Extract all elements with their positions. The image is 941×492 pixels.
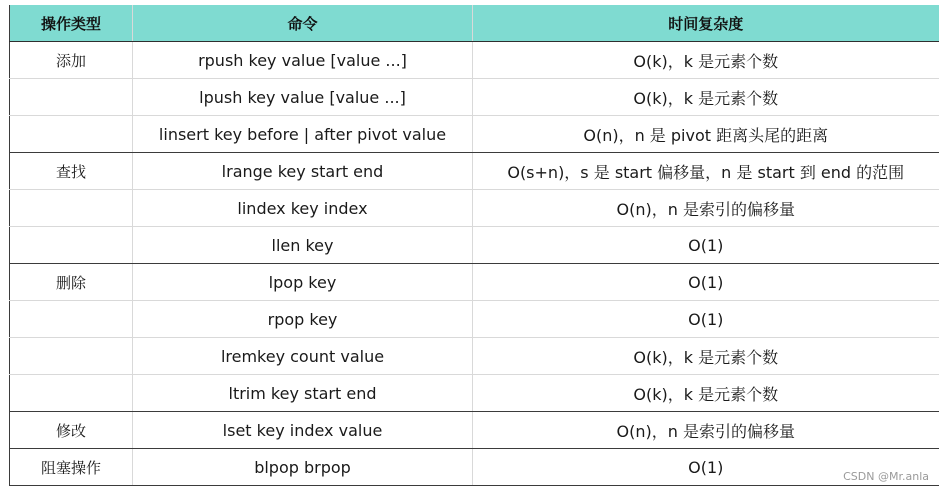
complexity-cell: O(s+n)，s 是 start 偏移量，n 是 start 到 end 的范围 xyxy=(473,153,939,190)
category-cell: 查找 xyxy=(10,153,133,190)
category-cell: 添加 xyxy=(10,42,133,79)
table-row xyxy=(10,412,939,449)
command-cell: rpop key xyxy=(133,301,473,338)
table-row xyxy=(10,264,939,301)
category-cell: 删除 xyxy=(10,264,133,301)
table-row xyxy=(10,301,939,338)
table-row xyxy=(10,375,939,412)
watermark: CSDN @Mr.anla xyxy=(843,470,929,483)
command-cell: blpop brpop xyxy=(133,449,473,486)
complexity-cell: O(n)，n 是索引的偏移量 xyxy=(473,190,939,227)
category-cell xyxy=(10,79,133,116)
complexity-cell: O(k)，k 是元素个数 xyxy=(473,375,939,412)
complexity-cell: O(1) xyxy=(473,264,939,301)
command-cell: linsert key before | after pivot value xyxy=(133,116,473,153)
command-cell: ltrim key start end xyxy=(133,375,473,412)
table-row xyxy=(10,449,939,486)
command-cell: rpush key value [value ...] xyxy=(133,42,473,79)
header-time-complexity: 时间复杂度 xyxy=(473,5,939,42)
table-row xyxy=(10,227,939,264)
command-cell: llen key xyxy=(133,227,473,264)
complexity-cell: O(n)，n 是索引的偏移量 xyxy=(473,412,939,449)
complexity-cell: O(k)，k 是元素个数 xyxy=(473,42,939,79)
category-cell xyxy=(10,190,133,227)
command-cell: lpush key value [value ...] xyxy=(133,79,473,116)
table-row xyxy=(10,153,939,190)
category-cell xyxy=(10,116,133,153)
command-cell: lremkey count value xyxy=(133,338,473,375)
category-cell xyxy=(10,301,133,338)
complexity-cell: O(1) xyxy=(473,301,939,338)
category-cell xyxy=(10,375,133,412)
category-cell: 修改 xyxy=(10,412,133,449)
command-cell: lset key index value xyxy=(133,412,473,449)
complexity-cell: O(k)，k 是元素个数 xyxy=(473,338,939,375)
header-command: 命令 xyxy=(133,5,473,42)
header-row xyxy=(10,5,939,42)
table-row xyxy=(10,79,939,116)
complexity-cell: O(1) xyxy=(473,227,939,264)
redis-list-commands-table xyxy=(9,5,939,486)
header-operation-type: 操作类型 xyxy=(10,5,133,42)
complexity-cell: O(k)，k 是元素个数 xyxy=(473,79,939,116)
table-row xyxy=(10,190,939,227)
category-cell xyxy=(10,338,133,375)
table-row xyxy=(10,116,939,153)
category-cell xyxy=(10,227,133,264)
table-row xyxy=(10,42,939,79)
command-cell: lindex key index xyxy=(133,190,473,227)
complexity-cell: O(1) xyxy=(473,449,939,486)
table-row xyxy=(10,338,939,375)
complexity-cell: O(n)，n 是 pivot 距离头尾的距离 xyxy=(473,116,939,153)
command-cell: lrange key start end xyxy=(133,153,473,190)
command-cell: lpop key xyxy=(133,264,473,301)
category-cell: 阻塞操作 xyxy=(10,449,133,486)
